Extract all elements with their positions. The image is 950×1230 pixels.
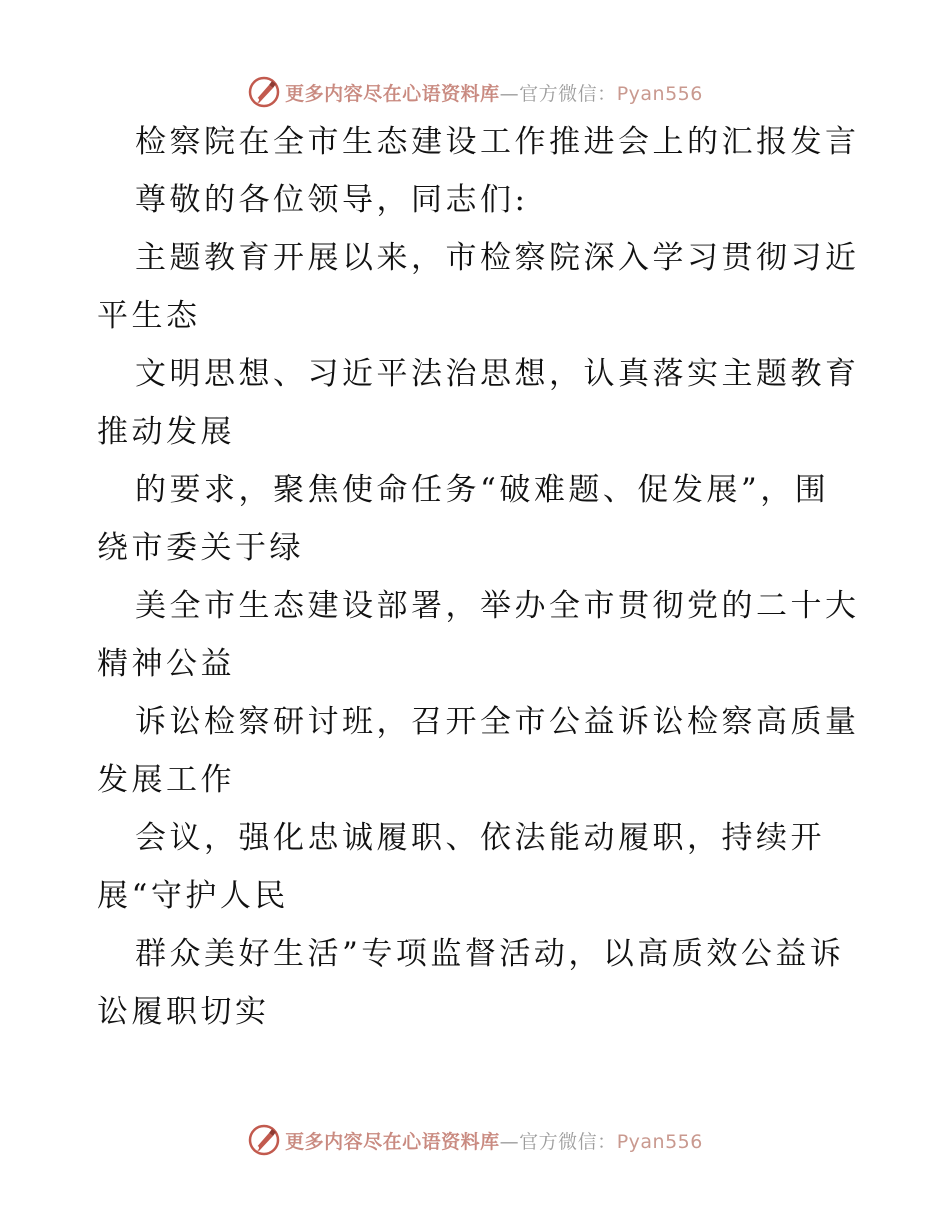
text-line: 美全市生态建设部署，举办全市贯彻党的二十大 [135,588,860,624]
text-line: 诉讼检察研讨班，召开全市公益诉讼检察高质量 [135,704,860,740]
banner-brand: 更多内容尽在心语资料库 [285,1130,500,1153]
salutation: 尊敬的各位领导，同志们: [135,182,529,218]
banner-separator: — [499,1130,520,1153]
banner-wechat-id: Pyan556 [616,1130,703,1153]
header-banner [0,72,950,112]
banner-wechat-label: 官方微信： [519,1130,617,1153]
document-title: 检察院在全市生态建设工作推进会上的汇报发言 [135,124,860,160]
text-line: 文明思想、习近平法治思想，认真落实主题教育 [135,356,860,392]
text-line: 发展工作 [97,762,235,798]
text-line: 展“守护人民 [97,878,289,914]
pen-seal-logo-icon [247,75,281,109]
text-line: 的要求，聚焦使命任务“破难题、促发展”，围 [135,472,830,508]
banner-separator: — [499,82,520,105]
pen-seal-logo-icon [247,1123,281,1157]
text-line: 平生态 [97,298,201,334]
text-line: 主题教育开展以来，市检察院深入学习贯彻习近 [135,240,860,276]
footer-banner-text [285,1127,703,1154]
text-line: 绕市委关于绿 [97,530,304,566]
banner-brand: 更多内容尽在心语资料库 [285,82,500,105]
header-banner-text [285,79,703,106]
text-line: 精神公益 [97,646,235,682]
banner-wechat-label: 官方微信： [519,82,617,105]
banner-wechat-id: Pyan556 [616,82,703,105]
text-line: 会议，强化忠诚履职、依法能动履职，持续开 [135,820,825,856]
text-line: 群众美好生活”专项监督活动，以高质效公益诉 [135,936,845,972]
text-line: 讼履职切实 [97,994,270,1030]
footer-banner [0,1120,950,1160]
text-line: 推动发展 [97,414,235,450]
